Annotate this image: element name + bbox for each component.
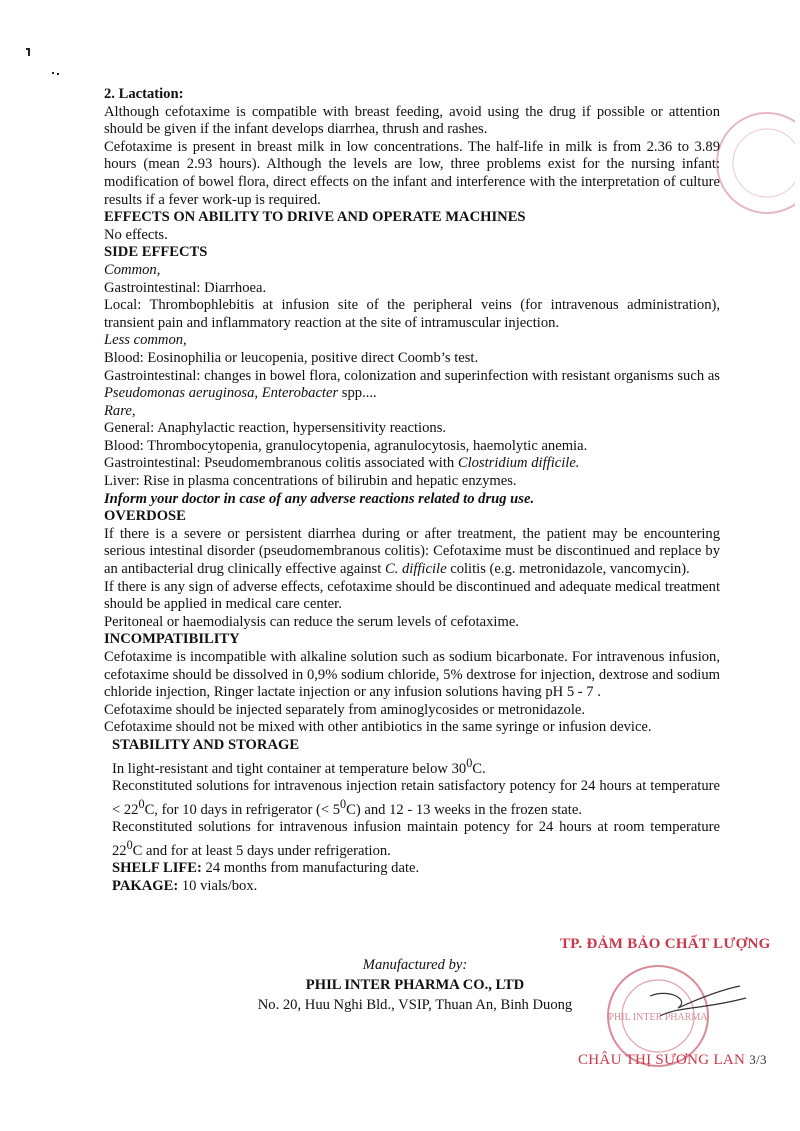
- manufacturer-name: PHIL INTER PHARMA CO., LTD: [305, 977, 525, 993]
- overdose-paragraph-1: [104, 526, 720, 579]
- incompatibility-paragraph-1: Cefotaxime is incompatible with alkaline solution such as sodium bicarbonate. For intravenous infusion, cefotaxime should be dissolved in 0,9% sodium chloride, 5% dextrose for injection, dextrose and sodium chloride injection, Ringer lactate injection or any infusion solutions having pH 5 - 7 .: [104, 649, 720, 701]
- shelf-life: [104, 860, 720, 878]
- less-common-label: Less common,: [104, 332, 187, 349]
- storage-p2-mid: C, for 10 days in refrigerator (< 5: [144, 801, 341, 818]
- overdose-paragraph-2: If there is any sign of adverse effects, cefotaxime should be discontinued and adequate medical treatment should be applied in medical care center.: [104, 578, 720, 613]
- storage-p3-text: Reconstituted solutions for intravenous infusion maintain potency for 24 hours at room temperature 22: [112, 819, 720, 859]
- less-common-gastrointestinal: [104, 368, 720, 403]
- seal-text: PHIL INTER PHARMA: [608, 1012, 708, 1023]
- stamp-title: TP. ĐẢM BẢO CHẤT LƯỢNG: [560, 936, 771, 952]
- storage-paragraph-2: [104, 778, 720, 819]
- overdose-p1-organism: C. difficile: [384, 561, 447, 578]
- rare-gastrointestinal: [104, 455, 720, 473]
- storage-paragraph-1: [104, 755, 720, 778]
- incompatibility-paragraph-2: Cefotaxime should be injected separately from aminoglycosides or metronidazole.: [104, 701, 586, 718]
- storage-p2-suffix: C) and 12 - 13 weeks in the frozen state.: [346, 801, 582, 818]
- package-value: 10 vials/box.: [178, 877, 258, 894]
- degree-sup: 0: [138, 796, 145, 811]
- less-gi-text: Gastrointestinal: changes in bowel flora, colonization and superinfection with resistant organisms such as: [104, 367, 720, 384]
- signatory-name: CHÂU THỊ SƯƠNG LAN: [578, 1052, 746, 1068]
- degree-sup: 0: [340, 796, 347, 811]
- manufacturer-block: [220, 955, 610, 1015]
- incompatibility-heading: INCOMPATIBILITY: [104, 631, 240, 648]
- common-label: Common,: [104, 261, 161, 278]
- degree-sup: 0: [466, 755, 473, 770]
- overdose-p1-suffix: colitis (e.g. metronidazole, vancomycin).: [446, 561, 690, 578]
- storage-p3-suffix: C and for at least 5 days under refrigeration.: [132, 842, 391, 859]
- storage-heading: STABILITY AND STORAGE: [112, 736, 300, 753]
- degree-sup: 0: [126, 837, 133, 852]
- rare-gi-text: Gastrointestinal: Pseudomembranous colitis associated with: [104, 455, 458, 472]
- storage-p1-text: In light-resistant and tight container at temperature below 30: [112, 760, 467, 777]
- inform-doctor-note: Inform your doctor in case of any adverse reactions related to drug use.: [104, 490, 535, 507]
- less-gi-suffix: spp....: [338, 385, 377, 402]
- rare-label: Rare,: [104, 402, 136, 419]
- driving-heading: EFFECTS ON ABILITY TO DRIVE AND OPERATE MACHINES: [104, 209, 526, 226]
- shelf-life-value: 24 months from manufacturing date.: [201, 860, 420, 877]
- lactation-heading: 2. Lactation:: [104, 86, 184, 102]
- shelf-life-label: SHELF LIFE:: [112, 860, 202, 877]
- common-gastrointestinal: Gastrointestinal: Diarrhoea.: [104, 279, 267, 296]
- package: [104, 878, 720, 896]
- common-local: Local: Thrombophlebitis at infusion site of the peripheral veins (for intravenous administration), transient pain and inflammatory reaction at the site of intramuscular injection.: [104, 297, 720, 331]
- lactation-paragraph-1: Although cefotaxime is compatible with breast feeding, avoid using the drug if possible or attention should be given if the infant develops diarrhea, thrush and rashes.: [104, 103, 720, 138]
- rare-blood: Blood: Thrombocytopenia, granulocytopenia, agranulocytosis, haemolytic anemia.: [104, 437, 588, 454]
- lactation-paragraph-2: Cefotaxime is present in breast milk in low concentrations. The half-life in milk is from 2.36 to 3.89 hours (mean 2.93 hours). Although the levels are low, three problems exist for the nursing infant: modification of bowel flora, direct effects on the infant and interference with the interpretation of culture results if a fever work-up is required.: [104, 138, 720, 208]
- side-effects-heading: SIDE EFFECTS: [104, 244, 208, 261]
- overdose-heading: OVERDOSE: [104, 508, 186, 525]
- incompatibility-paragraph-3: Cefotaxime should not be mixed with other antibiotics in the same syringe or infusion device.: [104, 719, 652, 736]
- less-gi-organisms: Pseudomonas aeruginosa, Enterobacter: [104, 385, 339, 402]
- manufactured-by-label: Manufactured by:: [362, 957, 468, 973]
- rare-liver: Liver: Rise in plasma concentrations of bilirubin and hepatic enzymes.: [104, 473, 517, 490]
- scan-marks: [24, 38, 64, 78]
- driving-text: No effects.: [104, 226, 168, 243]
- overdose-p1-text: If there is a severe or persistent diarrhea during or after treatment, the patient may be encountering serious intestinal disorder (pseudomembranous colitis): Cefotaxime must be discontinued and replace by an antibacterial drug clinically effective against: [104, 525, 720, 578]
- storage-paragraph-3: [104, 819, 720, 860]
- stamp-signatory-name: [578, 1052, 767, 1069]
- package-label: PAKAGE:: [112, 877, 179, 894]
- document-body: [104, 86, 720, 895]
- manufacturer-address: No. 20, Huu Nghi Bld., VSIP, Thuan An, Binh Duong: [257, 997, 573, 1013]
- rare-gi-organism: Clostridium difficile.: [457, 455, 580, 472]
- storage-p2-text: Reconstituted solutions for intravenous injection retain satisfactory potency for 24 hours at temperature < 22: [112, 778, 720, 818]
- rare-general: General: Anaphylactic reaction, hypersensitivity reactions.: [104, 420, 447, 437]
- page-number: 3/3: [749, 1052, 767, 1067]
- overdose-paragraph-3: Peritoneal or haemodialysis can reduce the serum levels of cefotaxime.: [104, 613, 519, 630]
- storage-p1-suffix: C.: [472, 760, 486, 777]
- less-common-blood: Blood: Eosinophilia or leucopenia, positive direct Coomb’s test.: [104, 349, 479, 366]
